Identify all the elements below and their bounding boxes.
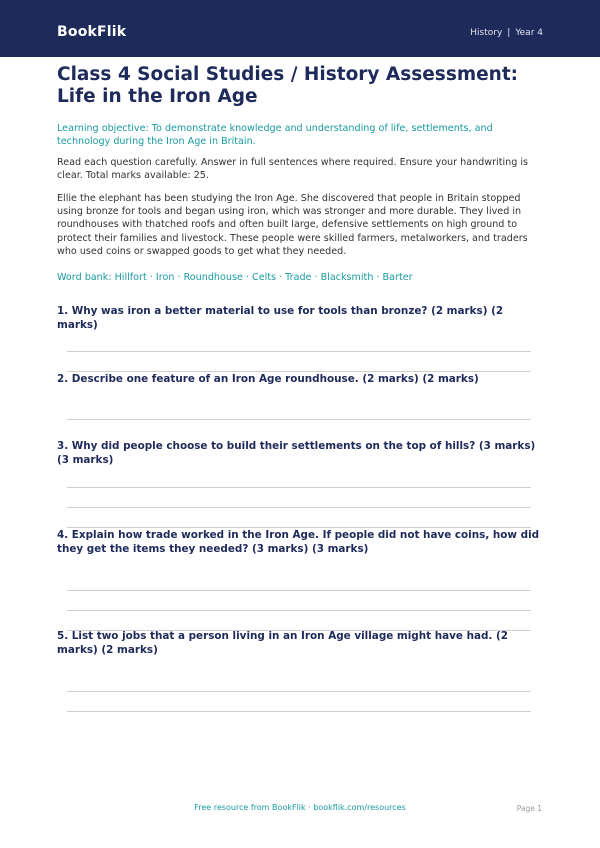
subject-label: History (470, 28, 503, 38)
question-5: 5. List two jobs that a person living in an Iron Age village might have had. (2 marks) (2 marks) (57, 630, 508, 657)
question-2: 2. Describe one feature of an Iron Age roundhouse. (2 marks) (2 marks) (57, 373, 479, 385)
page-title: Class 4 Social Studies / History Assessment: Life in the Iron Age (57, 64, 519, 107)
header-bar (0, 0, 600, 57)
word-bank: Word bank: Hillfort · Iron · Roundhouse · Celts · Trade · Blacksmith · Barter (57, 272, 413, 283)
answer-line[interactable] (67, 590, 531, 591)
brand-logo-text[interactable]: BookFlik (57, 24, 127, 40)
learning-objective: Learning objective: To demonstrate knowledge and understanding of life, settlements, and technology during the Iron Age in Britain. (57, 123, 493, 148)
answer-line[interactable] (67, 419, 531, 420)
question-3: 3. Why did people choose to build their settlements on the top of hills? (3 marks) (3 marks) (57, 440, 536, 467)
instructions-text: Read each question carefully. Answer in full sentences where required. Ensure your handwriting is clear. Total marks available: 25. (57, 157, 529, 182)
answer-line[interactable] (67, 691, 531, 692)
answer-line[interactable] (67, 711, 531, 712)
page-number: Page 1 (516, 804, 542, 813)
breadcrumb-separator: | (507, 28, 511, 38)
answer-line[interactable] (67, 507, 531, 508)
footer-resource-link[interactable]: Free resource from BookFlik · bookflik.com/resources (194, 803, 406, 812)
year-label: Year 4 (515, 28, 543, 38)
reading-passage: Ellie the elephant has been studying the Iron Age. She discovered that people in Britain stopped using bronze for tools and began using iron, which was stronger and more durable. They lived in roundhouses with thatched roofs and often built large, defensive settlements on high ground to protect their families and livestock. These people were skilled farmers, metalworkers, and traders who used coins or swapped goods to get what they needed. (57, 193, 528, 257)
question-1: 1. Why was iron a better material to use for tools than bronze? (2 marks) (2 marks) (57, 305, 504, 332)
header-breadcrumb (470, 28, 543, 38)
answer-line[interactable] (67, 487, 531, 488)
question-4: 4. Explain how trade worked in the Iron Age. If people did not have coins, how did they get the items they needed? (3 marks) (3 marks) (57, 529, 540, 556)
answer-line[interactable] (67, 610, 531, 611)
answer-line[interactable] (67, 351, 531, 352)
